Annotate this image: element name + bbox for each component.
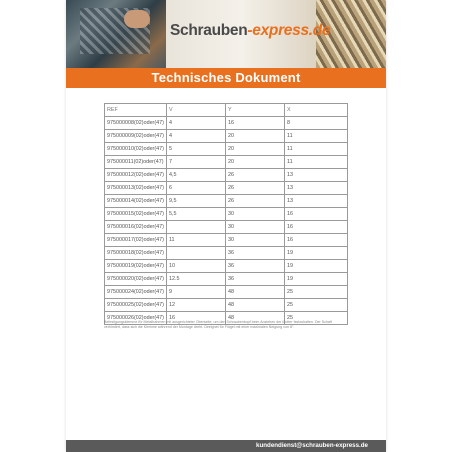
cell-v bbox=[166, 221, 225, 234]
cell-ref: 975000017(02)oder(47) bbox=[105, 234, 167, 247]
cell-y: 26 bbox=[226, 169, 285, 182]
header-x: X bbox=[285, 104, 348, 117]
cell-ref: 975000016(02)oder(47) bbox=[105, 221, 167, 234]
cell-y: 36 bbox=[226, 273, 285, 286]
table-row bbox=[105, 247, 348, 260]
cell-x: 19 bbox=[285, 247, 348, 260]
table-row bbox=[105, 143, 348, 156]
table-row bbox=[105, 169, 348, 182]
cell-x: 13 bbox=[285, 195, 348, 208]
brand-name-main: Schrauben bbox=[170, 22, 248, 39]
cell-v: 16 bbox=[166, 312, 225, 325]
table-row bbox=[105, 182, 348, 195]
cell-ref: 975000024(02)oder(47) bbox=[105, 286, 167, 299]
cell-y: 20 bbox=[226, 143, 285, 156]
header-banner bbox=[66, 0, 386, 68]
cell-x: 19 bbox=[285, 273, 348, 286]
cell-v: 4 bbox=[166, 130, 225, 143]
cell-v: 6 bbox=[166, 182, 225, 195]
cell-x: 25 bbox=[285, 312, 348, 325]
cell-y: 16 bbox=[226, 117, 285, 130]
cell-x: 16 bbox=[285, 234, 348, 247]
table-row bbox=[105, 130, 348, 143]
cell-y: 20 bbox=[226, 130, 285, 143]
cell-x: 16 bbox=[285, 221, 348, 234]
cell-v: 4,5 bbox=[166, 169, 225, 182]
spec-table bbox=[104, 103, 348, 325]
header-v: V bbox=[166, 104, 225, 117]
cell-ref: 975000009(02)oder(47) bbox=[105, 130, 167, 143]
support-email: kundendienst@schrauben-express.de bbox=[256, 442, 368, 449]
header-y: Y bbox=[226, 104, 285, 117]
cell-ref: 975000008(02)oder(47) bbox=[105, 117, 167, 130]
cell-ref: 975000026(02)oder(47) bbox=[105, 312, 167, 325]
cell-x: 11 bbox=[285, 130, 348, 143]
cell-y: 20 bbox=[226, 156, 285, 169]
cell-x: 8 bbox=[285, 117, 348, 130]
cell-x: 13 bbox=[285, 182, 348, 195]
cell-v: 10 bbox=[166, 260, 225, 273]
table-row bbox=[105, 221, 348, 234]
tools-photo bbox=[66, 0, 166, 68]
table-row bbox=[105, 286, 348, 299]
cell-y: 48 bbox=[226, 312, 285, 325]
document-page bbox=[66, 0, 386, 452]
table-row bbox=[105, 156, 348, 169]
cell-y: 48 bbox=[226, 286, 285, 299]
cell-x: 25 bbox=[285, 286, 348, 299]
header-ref: REF bbox=[105, 104, 167, 117]
cell-v: 9 bbox=[166, 286, 225, 299]
hand-image bbox=[124, 10, 150, 28]
table-row bbox=[105, 273, 348, 286]
brand-name-accent: -express.de bbox=[247, 22, 331, 39]
cell-x: 13 bbox=[285, 169, 348, 182]
cell-ref: 975000018(02)oder(47) bbox=[105, 247, 167, 260]
cell-v: 5 bbox=[166, 143, 225, 156]
table-row bbox=[105, 117, 348, 130]
cell-v bbox=[166, 247, 225, 260]
cell-y: 26 bbox=[226, 195, 285, 208]
table-row bbox=[105, 208, 348, 221]
table-row bbox=[105, 234, 348, 247]
table-row bbox=[105, 299, 348, 312]
title-bar bbox=[66, 68, 386, 88]
cell-v: 5,5 bbox=[166, 208, 225, 221]
cell-y: 26 bbox=[226, 182, 285, 195]
cell-ref: 975000012(02)oder(47) bbox=[105, 169, 167, 182]
cell-x: 16 bbox=[285, 208, 348, 221]
cell-ref: 975000025(02)oder(47) bbox=[105, 299, 167, 312]
table-header-row bbox=[105, 104, 348, 117]
cell-x: 25 bbox=[285, 299, 348, 312]
cell-y: 30 bbox=[226, 208, 285, 221]
cell-ref: 975000013(02)oder(47) bbox=[105, 182, 167, 195]
cell-ref: 975000010(02)oder(47) bbox=[105, 143, 167, 156]
cell-v: 7 bbox=[166, 156, 225, 169]
brand-logo bbox=[170, 22, 330, 40]
cell-ref: 975000011(02)oder(47) bbox=[105, 156, 167, 169]
cell-v: 9,5 bbox=[166, 195, 225, 208]
cell-ref: 975000020(02)oder(47) bbox=[105, 273, 167, 286]
cell-y: 30 bbox=[226, 234, 285, 247]
cell-x: 11 bbox=[285, 143, 348, 156]
cell-x: 19 bbox=[285, 260, 348, 273]
cell-ref: 975000015(02)oder(47) bbox=[105, 208, 167, 221]
cell-y: 48 bbox=[226, 299, 285, 312]
document-title: Technisches Dokument bbox=[151, 70, 301, 85]
table-row bbox=[105, 260, 348, 273]
table-row bbox=[105, 195, 348, 208]
footer-bar bbox=[66, 440, 386, 452]
cell-v: 4 bbox=[166, 117, 225, 130]
cell-v: 11 bbox=[166, 234, 225, 247]
cell-y: 36 bbox=[226, 247, 285, 260]
cell-v: 12.5 bbox=[166, 273, 225, 286]
cell-ref: 975000014(02)oder(47) bbox=[105, 195, 167, 208]
cell-y: 30 bbox=[226, 221, 285, 234]
product-description: Befestigungsklemme für Metallrahmen mit ausgerichteter Oberseite, um den Schraubenkopf beim Anziehen der Mutter festzuhalten. Der Schaft verhindert, dass sich die Klemme während der Montage dreht. Geeignet für Flügel mit einer maximalen Neigung von 8°. bbox=[104, 320, 332, 329]
cell-x: 11 bbox=[285, 156, 348, 169]
cell-v: 12 bbox=[166, 299, 225, 312]
cell-ref: 975000019(02)oder(47) bbox=[105, 260, 167, 273]
cell-y: 36 bbox=[226, 260, 285, 273]
